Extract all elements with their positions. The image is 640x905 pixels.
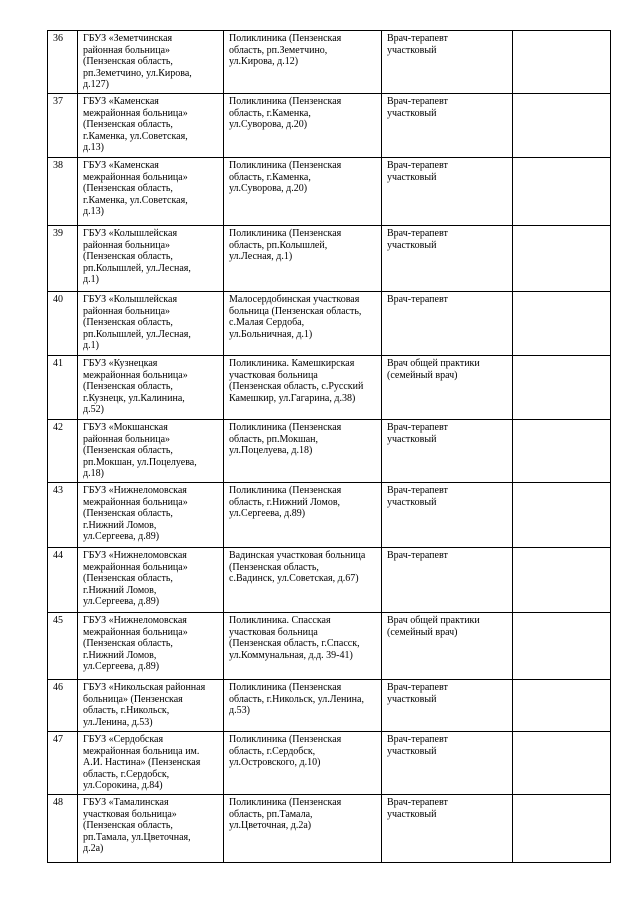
position-cell: Врач-терапевт участковый xyxy=(382,94,513,158)
organization-cell: ГБУЗ «Каменская межрайонная больница» (Пензенская область, г.Каменка, ул.Советская, д.13) xyxy=(78,158,224,226)
workplace-cell: Малосердобинская участковая больница (Пензенская область, с.Малая Сердоба, ул.Больничная, д.1) xyxy=(224,292,382,356)
table-row xyxy=(48,732,611,795)
workplace-cell: Поликлиника. Спасская участковая больница (Пензенская область, г.Спасск, ул.Коммунальная, д.д. 39-41) xyxy=(224,613,382,680)
organization-cell: ГБУЗ «Колышлейская районная больница» (Пензенская область, рп.Колышлей, ул.Лесная, д.1) xyxy=(78,226,224,292)
position-cell: Врач-терапевт участковый xyxy=(382,158,513,226)
workplace-cell: Поликлиника (Пензенская область, г.Никольск, ул.Ленина, д.53) xyxy=(224,680,382,732)
position-cell: Врач-терапевт xyxy=(382,548,513,613)
workplace-cell: Вадинская участковая больница (Пензенская область, с.Вадинск, ул.Советская, д.67) xyxy=(224,548,382,613)
extra-cell xyxy=(513,158,611,226)
extra-cell xyxy=(513,680,611,732)
row-number: 44 xyxy=(48,548,78,613)
row-number: 42 xyxy=(48,420,78,483)
row-number: 36 xyxy=(48,31,78,94)
workplace-cell: Поликлиника (Пензенская область, г.Сердобск, ул.Островского, д.10) xyxy=(224,732,382,795)
extra-cell xyxy=(513,483,611,548)
table-row xyxy=(48,680,611,732)
position-cell: Врач-терапевт участковый xyxy=(382,680,513,732)
organization-cell: ГБУЗ «Земетчинская районная больница» (Пензенская область, рп.Земетчино, ул.Кирова, д.127) xyxy=(78,31,224,94)
organization-cell: ГБУЗ «Сердобская межрайонная больница им. А.И. Настина» (Пензенская область, г.Сердобск, ул.Сорокина, д.84) xyxy=(78,732,224,795)
organization-cell: ГБУЗ «Тамалинская участковая больница» (Пензенская область, рп.Тамала, ул.Цветочная, д.2а) xyxy=(78,795,224,863)
extra-cell xyxy=(513,226,611,292)
organization-cell: ГБУЗ «Нижнеломовская межрайонная больница» (Пензенская область, г.Нижний Ломов, ул.Сергеева, д.89) xyxy=(78,548,224,613)
position-cell: Врач-терапевт участковый xyxy=(382,420,513,483)
position-cell: Врач общей практики (семейный врач) xyxy=(382,613,513,680)
row-number: 43 xyxy=(48,483,78,548)
organization-cell: ГБУЗ «Нижнеломовская межрайонная больница» (Пензенская область, г.Нижний Ломов, ул.Сергеева, д.89) xyxy=(78,483,224,548)
row-number: 47 xyxy=(48,732,78,795)
table-row xyxy=(48,795,611,863)
workplace-cell: Поликлиника (Пензенская область, рп.Земетчино, ул.Кирова, д.12) xyxy=(224,31,382,94)
position-cell: Врач-терапевт участковый xyxy=(382,31,513,94)
table-row xyxy=(48,613,611,680)
workplace-cell: Поликлиника (Пензенская область, рп.Тамала, ул.Цветочная, д.2а) xyxy=(224,795,382,863)
row-number: 48 xyxy=(48,795,78,863)
row-number: 39 xyxy=(48,226,78,292)
position-cell: Врач общей практики (семейный врач) xyxy=(382,356,513,420)
position-cell: Врач-терапевт участковый xyxy=(382,226,513,292)
row-number: 41 xyxy=(48,356,78,420)
table-row xyxy=(48,158,611,226)
workplace-cell: Поликлиника. Камешкирская участковая больница (Пензенская область, с.Русский Камешкир, ул.Гагарина, д.38) xyxy=(224,356,382,420)
extra-cell xyxy=(513,292,611,356)
extra-cell xyxy=(513,356,611,420)
extra-cell xyxy=(513,94,611,158)
extra-cell xyxy=(513,613,611,680)
position-cell: Врач-терапевт участковый xyxy=(382,795,513,863)
organization-cell: ГБУЗ «Нижнеломовская межрайонная больница» (Пензенская область, г.Нижний Ломов, ул.Сергеева, д.89) xyxy=(78,613,224,680)
table-row xyxy=(48,356,611,420)
extra-cell xyxy=(513,31,611,94)
row-number: 38 xyxy=(48,158,78,226)
table-row xyxy=(48,226,611,292)
organization-cell: ГБУЗ «Кузнецкая межрайонная больница» (Пензенская область, г.Кузнецк, ул.Калинина, д.52) xyxy=(78,356,224,420)
extra-cell xyxy=(513,795,611,863)
table-row xyxy=(48,483,611,548)
organization-cell: ГБУЗ «Колышлейская районная больница» (Пензенская область, рп.Колышлей, ул.Лесная, д.1) xyxy=(78,292,224,356)
table-row xyxy=(48,292,611,356)
table-row xyxy=(48,31,611,94)
workplace-cell: Поликлиника (Пензенская область, г.Каменка, ул.Суворова, д.20) xyxy=(224,158,382,226)
extra-cell xyxy=(513,732,611,795)
workplace-cell: Поликлиника (Пензенская область, рп.Мокшан, ул.Поцелуева, д.18) xyxy=(224,420,382,483)
table-body xyxy=(48,31,611,863)
position-cell: Врач-терапевт участковый xyxy=(382,732,513,795)
organization-cell: ГБУЗ «Каменская межрайонная больница» (Пензенская область, г.Каменка, ул.Советская, д.13) xyxy=(78,94,224,158)
position-cell: Врач-терапевт участковый xyxy=(382,483,513,548)
workplace-cell: Поликлиника (Пензенская область, рп.Колышлей, ул.Лесная, д.1) xyxy=(224,226,382,292)
organization-cell: ГБУЗ «Мокшанская районная больница» (Пензенская область, рп.Мокшан, ул.Поцелуева, д.18) xyxy=(78,420,224,483)
extra-cell xyxy=(513,548,611,613)
extra-cell xyxy=(513,420,611,483)
table-row xyxy=(48,94,611,158)
vacancy-table xyxy=(47,30,611,863)
row-number: 37 xyxy=(48,94,78,158)
row-number: 46 xyxy=(48,680,78,732)
position-cell: Врач-терапевт xyxy=(382,292,513,356)
workplace-cell: Поликлиника (Пензенская область, г.Нижний Ломов, ул.Сергеева, д.89) xyxy=(224,483,382,548)
row-number: 45 xyxy=(48,613,78,680)
table-row xyxy=(48,420,611,483)
table-row xyxy=(48,548,611,613)
workplace-cell: Поликлиника (Пензенская область, г.Каменка, ул.Суворова, д.20) xyxy=(224,94,382,158)
row-number: 40 xyxy=(48,292,78,356)
organization-cell: ГБУЗ «Никольская районная больница» (Пензенская область, г.Никольск, ул.Ленина, д.53) xyxy=(78,680,224,732)
